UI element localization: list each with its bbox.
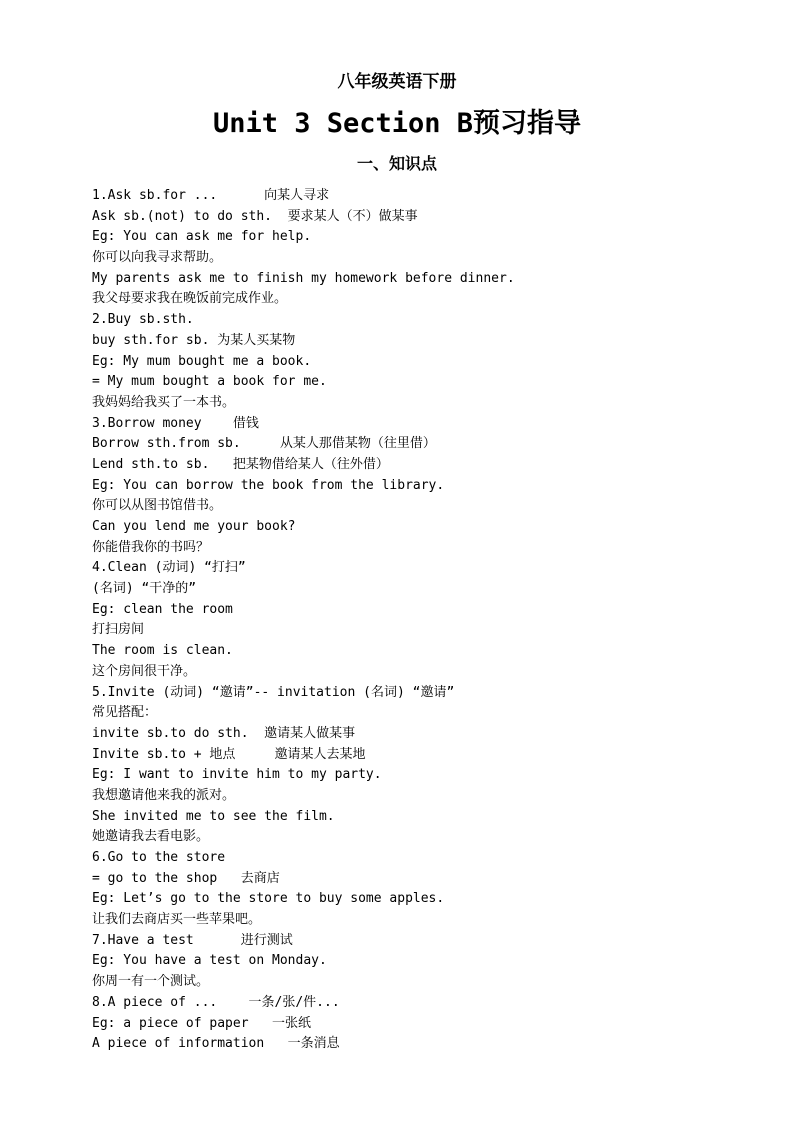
text-line: Eg: Let’s go to the store to buy some apples. <box>92 891 445 907</box>
text-line: Eg: You have a test on Monday. <box>92 953 327 969</box>
text-line: Eg: a piece of paper 一张纸 <box>92 1015 312 1031</box>
text-line: 你周一有一个测试。 <box>92 974 210 990</box>
section-heading: 一、知识点 <box>356 154 437 173</box>
text-line: She invited me to see the film. <box>92 808 335 824</box>
text-line: A piece of information 一条消息 <box>92 1036 340 1052</box>
text-line: Ask sb.(not) to do sth. 要求某人（不）做某事 <box>92 208 418 224</box>
text-line: 让我们去商店买一些苹果吧。 <box>92 912 262 928</box>
text-line: Eg: You can ask me for help. <box>92 229 312 245</box>
text-line: The room is clean. <box>92 643 233 659</box>
text-line: (名词) “干净的” <box>92 581 197 597</box>
text-line: Eg: You can borrow the book from the library. <box>92 477 445 493</box>
text-line: Eg: I want to invite him to my party. <box>92 767 382 783</box>
text-line: 4.Clean (动词) “打扫” <box>92 560 246 576</box>
document-subtitle: 八年级英语下册 <box>337 72 457 92</box>
text-line: Lend sth.to sb. 把某物借给某人（往外借） <box>92 456 389 472</box>
text-line: 3.Borrow money 借钱 <box>92 415 259 431</box>
text-line: Borrow sth.from sb. 从某人那借某物（往里借） <box>92 436 436 452</box>
text-line: 你可以从图书馆借书。 <box>92 498 223 514</box>
text-line: 打扫房间 <box>92 622 145 638</box>
text-line: 她邀请我去看电影。 <box>92 829 210 845</box>
text-line: buy sth.for sb. 为某人买某物 <box>92 332 296 348</box>
text-line: Can you lend me your book? <box>92 519 296 534</box>
text-line: Invite sb.to + 地点 邀请某人去某地 <box>92 746 366 762</box>
text-line: 7.Have a test 进行测试 <box>92 932 293 948</box>
text-line: 你可以向我寻求帮助。 <box>92 250 223 266</box>
text-line: 我想邀请他来我的派对。 <box>92 787 236 803</box>
text-line: invite sb.to do sth. 邀请某人做某事 <box>92 725 356 741</box>
text-line: 2.Buy sb.sth. <box>92 312 194 328</box>
text-line: 5.Invite (动词) “邀请”-- invitation (名词) “邀请” <box>92 684 455 700</box>
text-line: = go to the shop 去商店 <box>92 870 280 886</box>
text-line: 我妈妈给我买了一本书。 <box>92 394 236 410</box>
document-title: Unit 3 Section B预习指导 <box>212 108 582 139</box>
text-line: 你能借我你的书吗？ <box>92 539 210 555</box>
text-line: 常见搭配： <box>92 705 158 721</box>
text-line: Eg: clean the room <box>92 601 233 617</box>
text-line: 8.A piece of ... 一条/张/件... <box>92 994 340 1010</box>
text-line: My parents ask me to finish my homework before dinner. <box>92 270 515 286</box>
text-line: Eg: My mum bought me a book. <box>92 353 312 369</box>
knowledge-points-list <box>92 186 772 1055</box>
text-line: = My mum bought a book for me. <box>92 374 327 390</box>
text-line: 6.Go to the store <box>92 850 226 865</box>
text-line: 这个房间很干净。 <box>92 663 197 679</box>
text-line: 我父母要求我在晚饭前完成作业。 <box>92 291 288 307</box>
text-line: 1.Ask sb.for ... 向某人寻求 <box>92 188 330 203</box>
